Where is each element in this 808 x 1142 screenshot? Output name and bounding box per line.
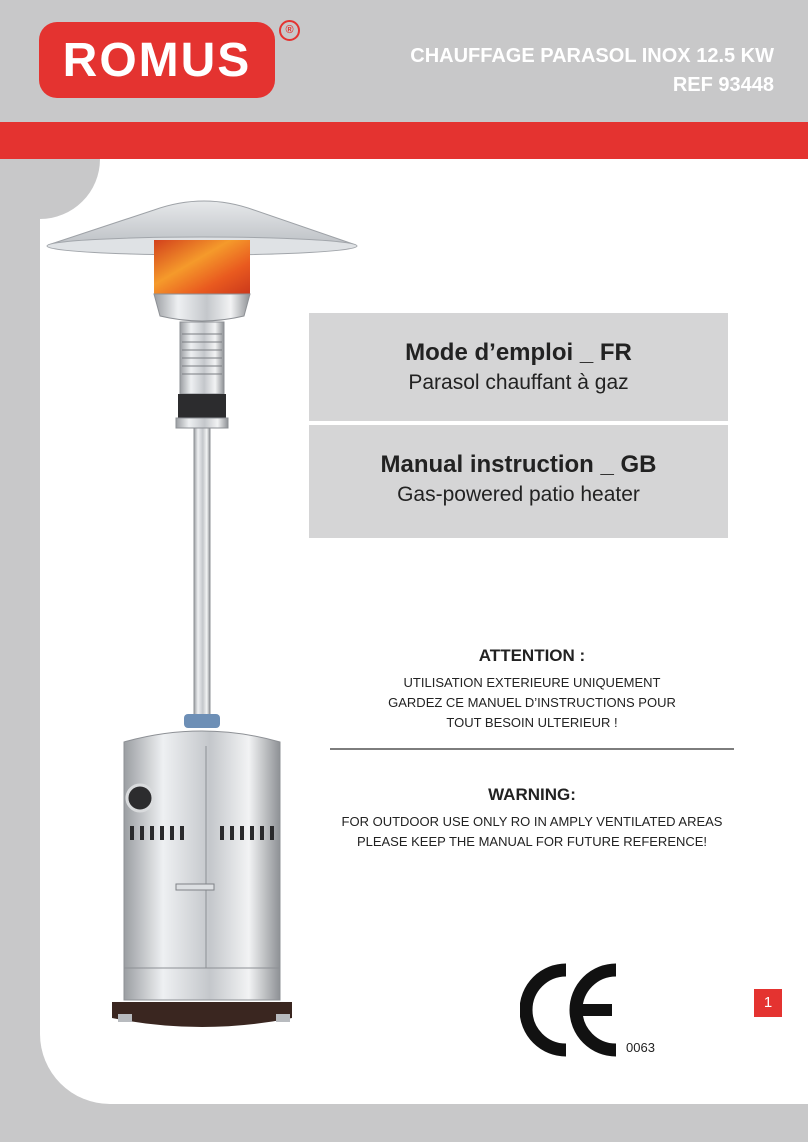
warning-notice bbox=[330, 785, 734, 852]
attention-line: GARDEZ CE MANUEL D’INSTRUCTIONS POUR bbox=[388, 695, 676, 710]
manual-subtitle-gb: Gas-powered patio heater bbox=[397, 483, 640, 506]
divider bbox=[330, 748, 734, 750]
title-box-fr bbox=[309, 313, 728, 421]
red-stripe bbox=[0, 122, 808, 159]
notified-body-number: 0063 bbox=[626, 1040, 655, 1055]
brand-name: ROMUS bbox=[62, 33, 252, 87]
product-ref: REF 93448 bbox=[672, 74, 774, 96]
manual-subtitle-fr: Parasol chauffant à gaz bbox=[408, 371, 629, 394]
attention-heading: ATTENTION : bbox=[478, 646, 586, 665]
warning-heading: WARNING: bbox=[488, 785, 576, 804]
page-number: 1 bbox=[754, 989, 782, 1017]
title-box-gb bbox=[309, 425, 728, 538]
registered-mark: ® bbox=[279, 20, 300, 41]
manual-title-fr: Mode d’emploi _ FR bbox=[405, 339, 632, 366]
manual-title-gb: Manual instruction _ GB bbox=[380, 451, 657, 478]
ce-mark-icon bbox=[520, 962, 622, 1058]
product-title bbox=[410, 42, 774, 100]
warning-line: FOR OUTDOOR USE ONLY RO IN AMPLY VENTILATED AREAS bbox=[341, 814, 723, 829]
attention-line: UTILISATION EXTERIEURE UNIQUEMENT bbox=[403, 675, 661, 690]
product-title-line1: CHAUFFAGE PARASOL INOX 12.5 KW bbox=[410, 45, 774, 67]
attention-notice bbox=[330, 646, 734, 733]
warning-line: PLEASE KEEP THE MANUAL FOR FUTURE REFERENCE! bbox=[356, 834, 708, 849]
attention-line: TOUT BESOIN ULTERIEUR ! bbox=[446, 715, 618, 730]
brand-logo bbox=[39, 22, 275, 98]
